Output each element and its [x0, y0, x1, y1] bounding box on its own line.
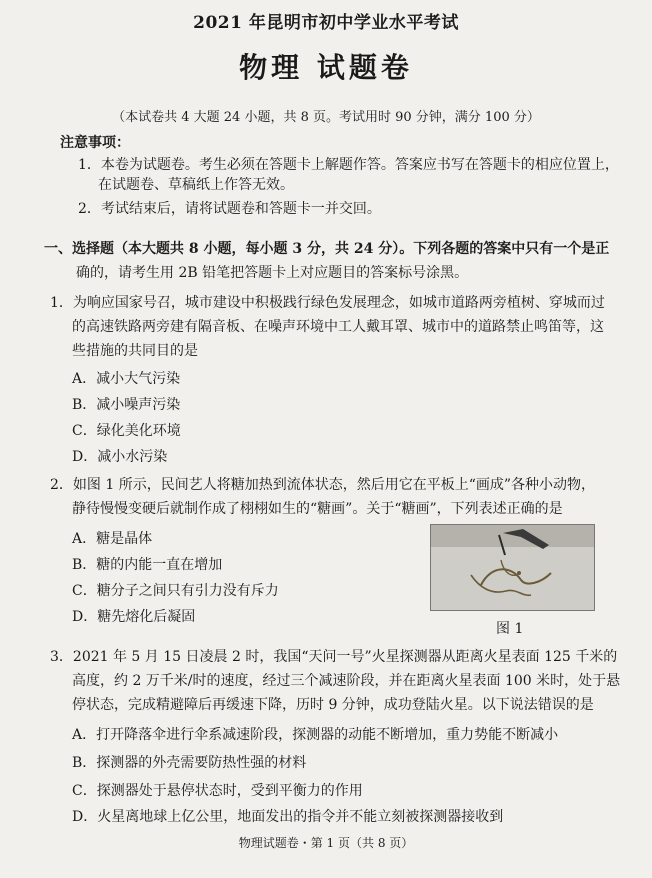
sugar-painting-photo: [430, 524, 595, 611]
notice-line: 在试题卷、草稿纸上作答无效。: [98, 177, 294, 193]
figure-1-caption: 图 1: [496, 621, 524, 637]
question-3-stem: 3．2021 年 5 月 15 日凌晨 2 时，我国“天问一号”火星探测器从距离火星表面 125 千米的: [50, 649, 618, 665]
question-3-option-a: A．打开降落伞进行伞系减速阶段，探测器的动能不断增加，重力势能不断减小: [72, 727, 559, 743]
subject-title: 物理 试题卷: [239, 51, 413, 84]
question-3-option-d: D．火星离地球上亿公里，地面发出的指令并不能立刻被探测器接收到: [72, 809, 504, 825]
exam-info: （本试卷共 4 大题 24 小题，共 8 页。考试用时 90 分钟，满分 100 分）: [112, 110, 540, 125]
question-1-option-a: A．减小大气污染: [72, 371, 181, 387]
notice-title: 注意事项：: [60, 135, 130, 151]
page-footer: 物理试题卷・第 1 页（共 8 页）: [238, 836, 414, 850]
question-2-option-c: C．糖分子之间只有引力没有斥力: [72, 583, 279, 599]
question-2-option-a: A．糖是晶体: [72, 531, 153, 547]
question-1-stem: 1．为响应国家号召，城市建设中积极践行绿色发展理念，如城市道路两旁植树、穿城而过: [50, 295, 605, 311]
question-1-stem: 些措施的共同目的是: [72, 343, 198, 359]
question-3-stem: 停状态，完成精避障后再缓速下降，历时 9 分钟，成功登陆火星。以下说法错误的是: [72, 697, 594, 713]
question-3-option-b: B．探测器的外壳需要防热性强的材料: [72, 755, 307, 771]
question-3-option-c: C．探测器处于悬停状态时，受到平衡力的作用: [72, 783, 363, 799]
question-1-option-d: D．减小水污染: [72, 449, 168, 465]
question-2-option-b: B．糖的内能一直在增加: [72, 557, 223, 573]
notice-line: 1．本卷为试题卷。考生必须在答题卡上解题作答。答案应书写在答题卡的相应位置上，: [78, 157, 619, 173]
question-2-stem: 静待慢慢变硬后就制作成了栩栩如生的“糖画”。关于“糖画”，下列表述正确的是: [72, 501, 563, 517]
section-instruction: 确的，请考生用 2B 铅笔把答题卡上对应题目的答案标号涂黑。: [76, 265, 469, 281]
notice-line: 2．考试结束后，请将试题卷和答题卡一并交回。: [78, 201, 381, 217]
section-heading: 一、选择题（本大题共 8 小题，每小题 3 分，共 24 分）。下列各题的答案中只有一个是正: [44, 241, 610, 257]
question-1-option-b: B．减小噪声污染: [72, 397, 181, 413]
sugar-painting-image: [431, 525, 594, 610]
question-1-option-c: C．绿化美化环境: [72, 423, 181, 439]
question-2-option-d: D．糖先熔化后凝固: [72, 609, 196, 625]
question-2-stem: 2．如图 1 所示，民间艺人将糖加热到流体状态，然后用它在平板上“画成”各种小动物，: [50, 477, 596, 493]
question-1-stem: 的高速铁路两旁建有隔音板、在噪声环境中工人戴耳罩、城市中的道路禁止鸣笛等，这: [72, 319, 604, 335]
exam-title: 2021 年昆明市初中学业水平考试: [193, 13, 459, 33]
question-3-stem: 高度，约 2 万千米/时的速度，经过三个减速阶段，并在距离火星表面 100 米时，处于悬: [72, 673, 621, 689]
